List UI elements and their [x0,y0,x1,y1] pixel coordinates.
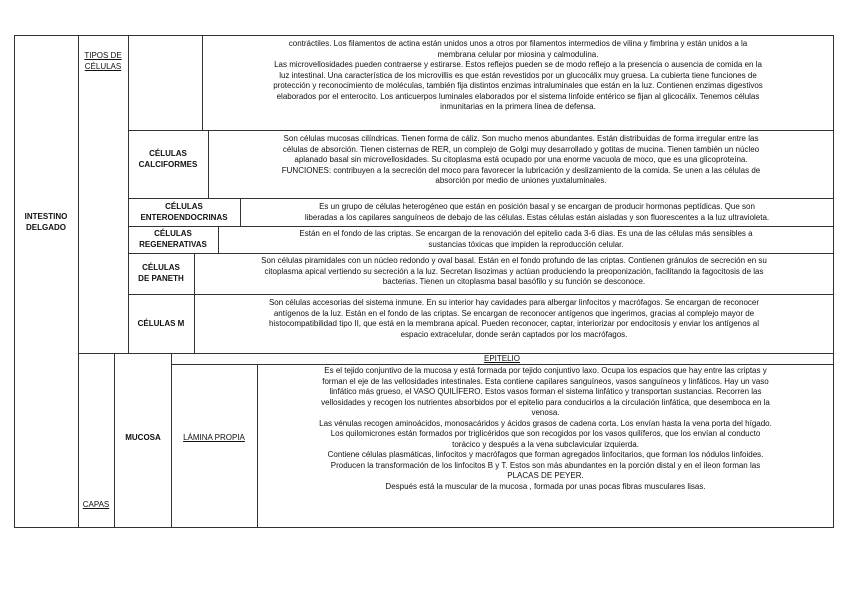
regenerativas-label-line2: REGENERATIVAS [139,239,207,249]
epitelio-label: EPITELIO [483,354,520,363]
organ-label [14,212,78,233]
table-border-right [833,35,834,528]
regenerativas-text [219,229,833,250]
celulas-m-label: CÉLULAS M [137,319,185,328]
mucosa-label: MUCOSA [125,433,161,442]
divider-organ [78,35,79,528]
text-line: Las microvellosidades pueden contraerse y estirarse. Estos reflejos pueden se de modo reflejo a la presencia o ausencia de comida en la [274,60,762,69]
divider-section [128,35,129,353]
text-line: Son células piramidales con un núcleo redondo y oval basal. Están en el fondo profundo de las criptas. Contienen gránulos de secreción en su [261,256,767,265]
organ-label-line2: DELGADO [26,222,66,232]
regenerativas-label [128,229,218,250]
text-line: protección y reconocimiento de moléculas, también fija distintos enzimas intraluminales que están en la luz. Contienen enzimas digestivos [273,81,763,90]
celulas-m-text [195,298,833,340]
text-line: inmunitarias en la primera línea de defensa. [440,102,596,111]
text-line: Los quilomicrones están formados por triglicéridos que son recogidos por los vasos quilíferos, que los envían al conducto [330,429,761,438]
text-line: FUNCIONES: contribuyen a la secreción del moco para favorecer la lubricación y deslizamiento de la comida. Se unen a las células de [281,165,761,175]
text-line: Son células accesorias del sistema inmune. En su interior hay cavidades para albergar linfocitos y macrófagos. Se encargan de reconocer [268,298,760,307]
text-line: absorción por medio de uniones yuxtaluminales. [435,176,607,185]
row-divider-3 [128,226,833,227]
text-line: luz intestinal. Una característica de los microvillis es que están revestidos por un glucocálix muy gruesa. La cubierta tiene funciones de [279,70,757,80]
row-divider-1 [128,130,833,131]
tipos-label-line2: CÉLULAS [84,61,122,71]
table-border-left [14,35,15,528]
text-line: Es el tejido conjuntivo de la mucosa y está formada por tejido conjuntivo laxo. Ocupa los espacios que hay entre las criptas y [324,366,767,375]
text-line: histocompatibilidad tipo II, que está en la membrana apical. Pueden reconocer, captar, interiorizar por endocitosis y enviar los antígenos al [268,319,760,328]
row-divider-5 [128,294,833,295]
text-line: Después está la muscular de la mucosa , formada por unas pocas fibras musculares lisas. [385,481,706,491]
table-border-top [14,35,834,36]
caliciformes-label [128,149,208,170]
text-line: bacterias. Tienen un citoplasma basal basófilo y su función se desconoce. [382,277,646,286]
paneth-label [128,263,194,284]
paneth-text [195,256,833,288]
caliciformes-text [209,134,833,187]
text-line: membrana celular por miosina y calmodulina. [437,49,599,59]
paneth-label-line2: DE PANETH [138,273,184,283]
text-line: antígenos de la luz. Están en el fondo de las criptas. Se encargan de reconocer antígenos que ingerimos, gracias al complejo mayor de [273,308,755,318]
text-line: torácico y después a la vena subclavicular izquierda. [452,439,639,449]
text-line: linfático más grueso, el VASO QUILÍFERO. Estos vasos forman el sistema linfático y transportan sustancias. Recorren las [329,387,762,396]
paneth-label-line1: CÉLULAS [142,263,180,272]
text-line: aplanado basal sin microvellosidades. Su citoplasma está ocupado por una enorme vacuola de moco, que es una glicoproteína. [294,155,748,164]
capas-label: CAPAS [82,500,110,509]
regenerativas-label-line1: CÉLULAS [154,229,192,238]
lamina-propia-label: LÁMINA PROPIA [183,433,245,442]
text-line: PLACAS DE PEYER. [507,471,584,480]
text-line: elaborados por el enterocito. Los anticuerpos luminales elaborados por el sistema linfoide entérico se fijan al glicocálix. Tenemos células [276,91,760,101]
text-line: citoplasma apical vertiendo su secreción a la luz. Secretan lisozimas y actúan produciendo la preoponización, facilitando la fagocitosis de las [264,266,764,276]
text-line: liberadas a los capilares sanguíneos de debajo de las células. Estas células están aisladas y son fluorescentes a la luz ultravioleta. [304,212,770,222]
text-line: espacio extracelular, donde serán captados por los macrófagos. [400,329,628,339]
text-line: células de absorción. Tienen cisternas de RER, un complejo de Golgi muy desarrollado y gotitas de mucina. Tienen también un núcleo [282,144,760,154]
text-line: forman el eje de las vellosidades intestinales. Esta contiene capilares sanguíneos, vasos sanguíneos y linfáticos. Hay un vaso [322,376,769,386]
text-line: Las vénulas recogen aminoácidos, monosacáridos y ácidos grasos de cadena corta. Los envían hasta la vena porta del hígado. [319,418,772,428]
enteroendocrinas-text [241,202,833,223]
text-line: vellosidades y recogen los nutrientes absorbidos por el epitelio para conducirlos a la circulación linfática, que desemboca en la [321,397,770,407]
row-divider-2 [128,198,833,199]
text-line: Es un grupo de células heterogéneo que están en posición basal y se encargan de producir hormonas peptídicas. Que son [319,202,755,211]
tipos-label-line1: TIPOS DE [84,51,122,60]
enterocito-text [204,39,832,113]
table-border-bottom [14,527,834,528]
enteroendocrinas-label-line2: ENTEROENDOCRINAS [140,212,228,222]
enteroendocrinas-label [128,202,240,223]
enteroendocrinas-label-line1: CÉLULAS [165,202,203,211]
text-line: Contiene células plasmáticas, linfocitos y macrófagos que forman agregados linfocitarios, que forman los nódulos linfoides. [327,450,764,459]
organ-label-line1: INTESTINO [24,212,68,221]
tipos-label [78,51,128,72]
text-line: sustancias tóxicas que impiden la reproducción celular. [428,239,624,249]
text-line: Producen la transformación de los linfocitos B y T. Estos son más abundantes en la porción distal y en el íleon forman las [330,460,761,470]
text-line: contráctiles. Los filamentos de actina están unidos unos a otros por filamentos intermedios de vilina y fimbrina y están unidos a la [288,39,748,48]
caliciformes-label-line2: CALCIFORMES [138,159,198,169]
text-line: Son células mucosas cilíndricas. Tienen forma de cáliz. Son mucho menos abundantes. Están distribuidas de forma irregular entre las [283,134,759,143]
caliciformes-label-line1: CÉLULAS [149,149,187,158]
lamina-propia-text [258,366,833,492]
div-enterocito [202,35,203,131]
text-line: venosa. [531,408,560,417]
row-divider-4 [128,253,833,254]
text-line: Están en el fondo de las criptas. Se encargan de la renovación del epitelio cada 3-6 días. Es una de las células más sensibles a [299,229,753,238]
